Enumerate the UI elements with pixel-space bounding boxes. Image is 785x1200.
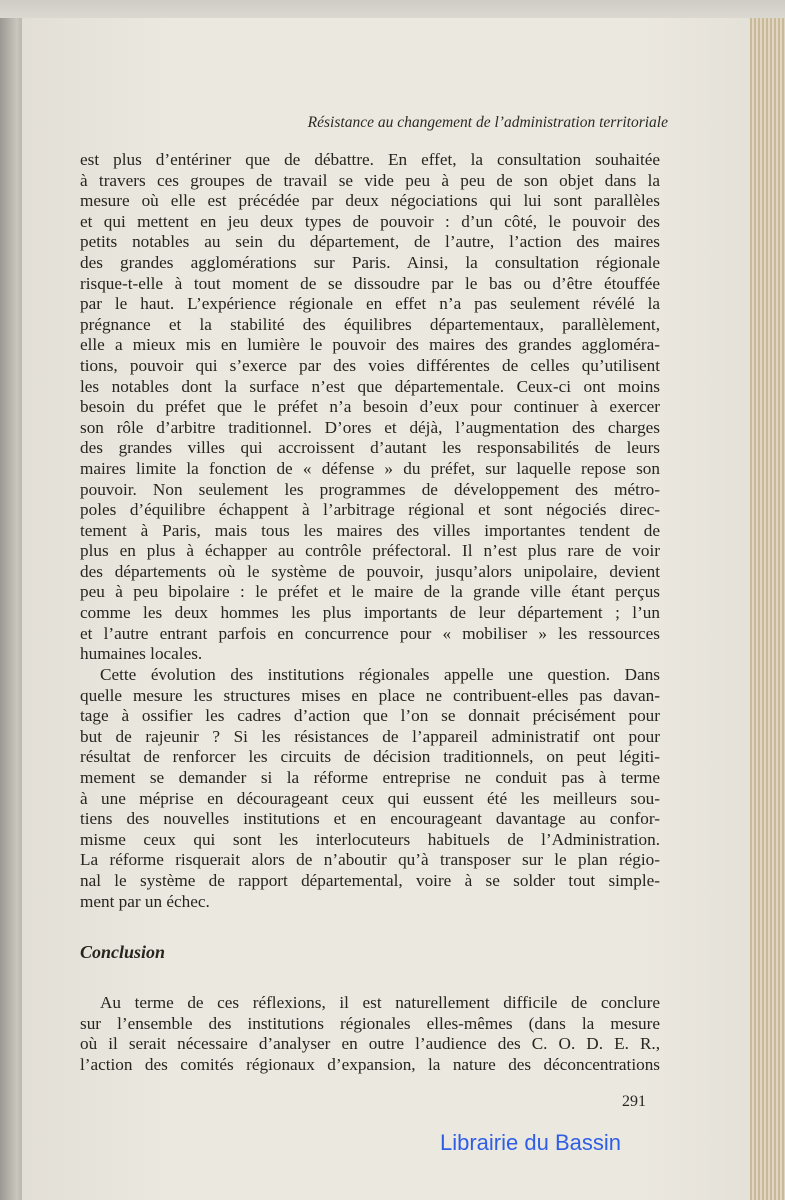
text-line: est plus d’entériner que de débattre. En effet, la consultation souhaitée	[80, 150, 660, 169]
text-line: petits notables au sein du département, de l’autre, l’action des maires	[80, 232, 660, 252]
facing-page-edge	[0, 18, 24, 1200]
text-line: misme ceux qui sont les interlocuteurs habituels de l’Administration.	[80, 829, 660, 849]
text-line: où il serait nécessaire d’analyser en outre l’audience des C. O. D. E. R.,	[80, 1034, 660, 1054]
text-line: nal le système de rapport départemental, voire à se solder tout simple-	[80, 870, 660, 890]
text-line: comme les deux hommes les plus importants de leur département ; l’un	[80, 603, 660, 623]
text-line: maires limite la fonction de « défense » du préfet, sur laquelle repose son	[80, 458, 660, 478]
paragraph-2	[80, 665, 660, 912]
text-line: à travers ces groupes de travail se vide peu à peu de son objet dans la	[80, 170, 660, 190]
text-line: tage à ossifier les cadres d’action que l’on se donnait précisément pour	[80, 706, 660, 726]
text-line: humaines locales.	[80, 644, 203, 664]
text-line: son rôle d’arbitre traditionnel. D’ores et déjà, l’augmentation des charges	[80, 417, 660, 437]
text-line: des départements où le système de pouvoir, jusqu’alors unipolaire, devient	[80, 561, 660, 581]
text-line: tions, pouvoir qui s’exerce par des voies différentes de celles qu’utilisent	[80, 355, 660, 375]
page-number: 291	[622, 1093, 646, 1110]
text-line: et qui mettent en jeu deux types de pouvoir : d’un côté, le pouvoir des	[80, 211, 660, 231]
text-line: sur l’ensemble des institutions régionales elles-mêmes (dans la mesure	[80, 1013, 660, 1033]
running-head: Résistance au changement de l’administration territoriale	[307, 114, 668, 131]
text-line: but de rajeunir ? Si les résistances de l’appareil administratif ont pour	[80, 726, 660, 746]
text-line: mement se demander si la réforme entreprise ne conduit pas à terme	[80, 767, 660, 787]
text-line: par le haut. L’expérience régionale en effet n’a pas seulement révélé la	[80, 294, 660, 314]
watermark: Librairie du Bassin	[440, 1130, 621, 1155]
text-line: prégnance et la stabilité des équilibres départementaux, parallèlement,	[80, 314, 660, 334]
text-line: pouvoir. Non seulement les programmes de développement des métro-	[80, 479, 660, 499]
text-line: des grandes villes qui accroissent d’autant les responsabilités de leurs	[80, 438, 660, 458]
text-line: Au terme de ces réflexions, il est naturellement difficile de conclure	[100, 993, 660, 1012]
text-line: ment par un échec.	[80, 891, 210, 911]
text-line: Cette évolution des institutions régionales appelle une question. Dans	[100, 665, 660, 684]
paragraph-1	[80, 150, 660, 665]
text-line: poles d’équilibre échappent à l’arbitrage régional et sont négociés direc-	[80, 500, 660, 520]
text-line: risque-t-elle à tout moment de se dissoudre par le bas ou d’être étouffée	[80, 273, 660, 293]
page-edges	[750, 18, 785, 1200]
text-line: tement à Paris, mais tous les maires des villes importantes tendent de	[80, 520, 660, 540]
text-line: mesure où elle est précédée par deux négociations qui lui sont parallèles	[80, 191, 660, 211]
text-line: et l’autre entrant parfois en concurrence pour « mobiliser » les ressources	[80, 623, 660, 643]
text-line: résultat de renforcer les circuits de décision traditionnels, on peut légiti-	[80, 747, 660, 767]
text-line: les notables dont la surface n’est que départementale. Ceux-ci ont moins	[80, 376, 660, 396]
text-line: besoin du préfet que le préfet n’a besoin d’eux pour continuer à exercer	[80, 397, 660, 417]
text-line: plus en plus à échapper au contrôle préfectoral. Il n’est plus rare de voir	[80, 541, 660, 561]
text-line: quelle mesure les structures mises en place ne contribuent-elles pas davan-	[80, 685, 660, 705]
text-line: elle a mieux mis en lumière le pouvoir des maires des grandes aggloméra-	[80, 335, 660, 355]
text-line: La réforme risquerait alors de n’aboutir qu’à transposer sur le plan régio-	[80, 850, 660, 870]
text-line: tiens des nouvelles institutions et en encourageant davantage au confor-	[80, 809, 660, 829]
text-line: à une méprise en décourageant ceux qui eussent été les meilleurs sou-	[80, 788, 660, 808]
section-heading: Conclusion	[80, 942, 166, 962]
text-line: l’action des comités régionaux d’expansion, la nature des déconcentrations	[80, 1054, 660, 1074]
text-line: des grandes agglomérations sur Paris. Ainsi, la consultation régionale	[80, 252, 660, 272]
text-line: peu à peu bipolaire : le préfet et le maire de la grande ville étant perçus	[80, 582, 660, 602]
paragraph-3	[80, 993, 660, 1075]
